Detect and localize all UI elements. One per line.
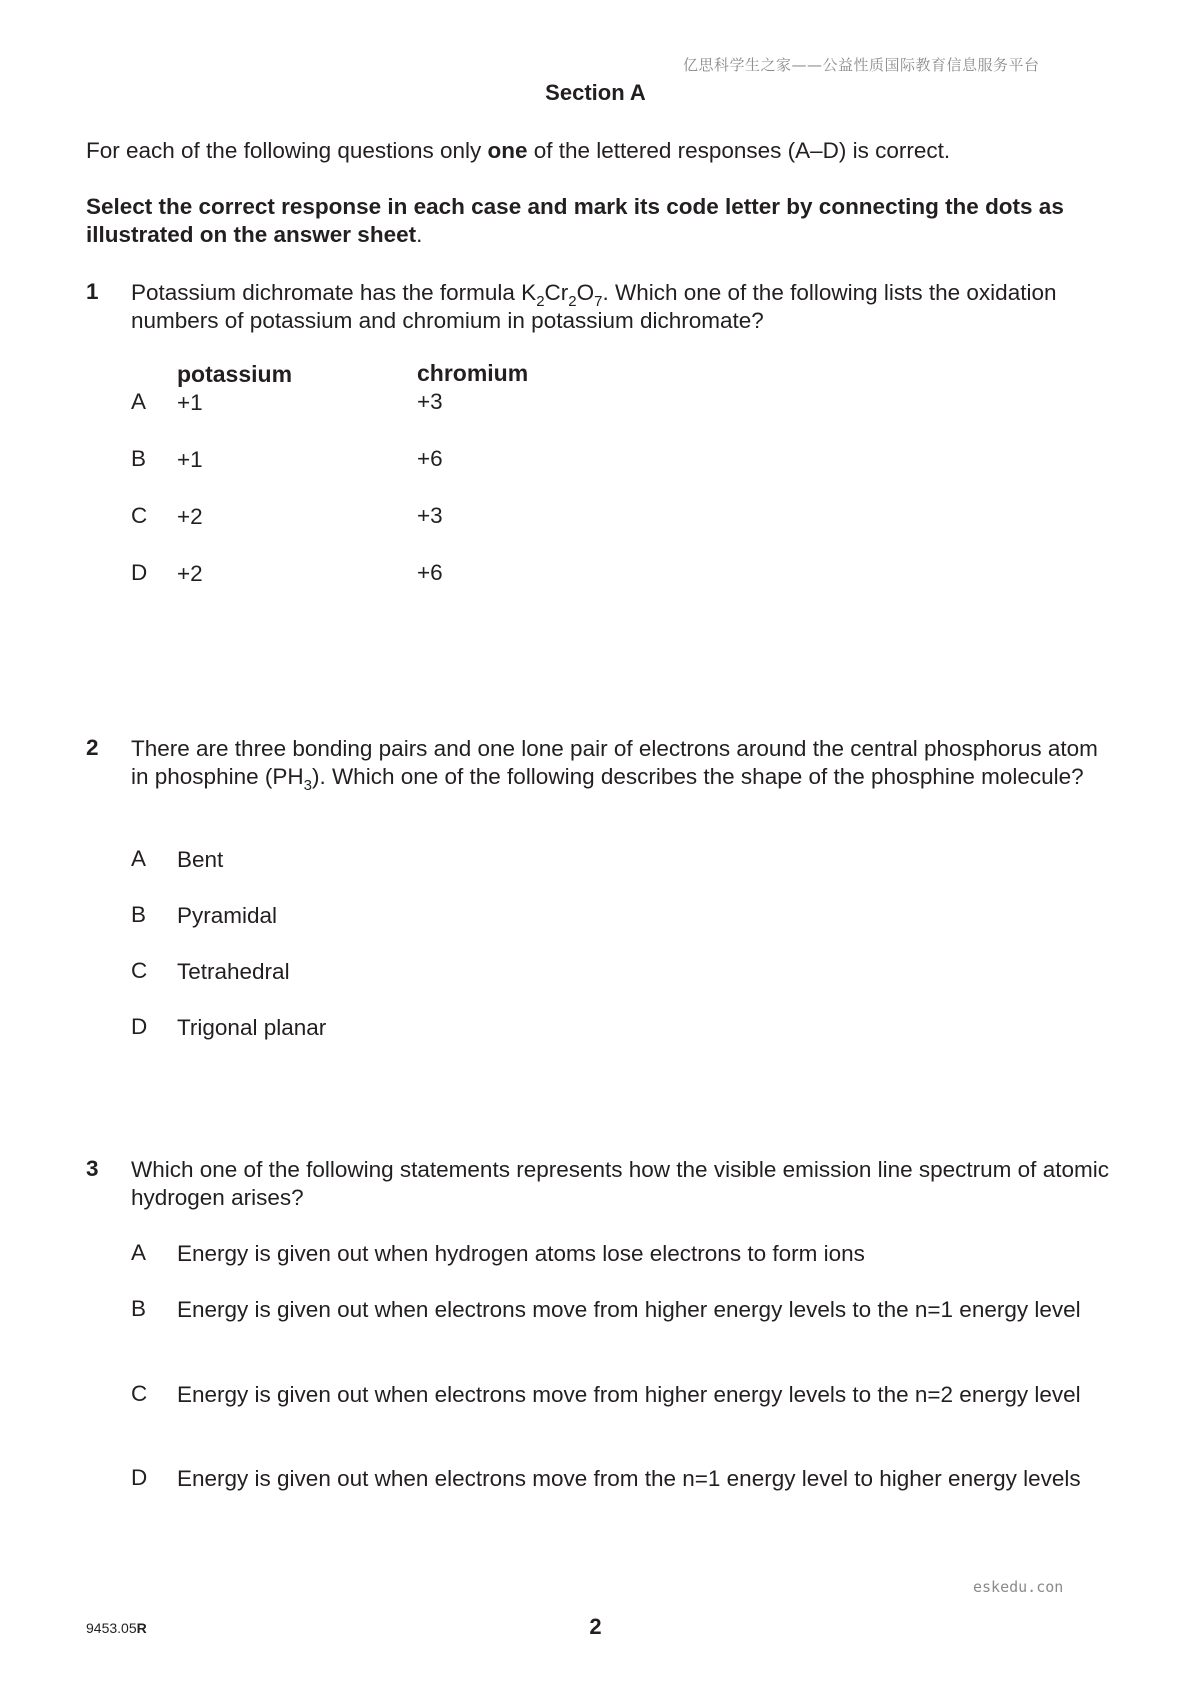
column-header-potassium: potassium xyxy=(177,361,293,387)
question-1-text: Potassium dichromate has the formula $K_2Cr_2O_7$. Which one of the following lists the oxidation numbers of potassium and chromium in potassium dichromate? xyxy=(131,280,1057,333)
option-letter: B xyxy=(131,446,147,471)
option-letter: D xyxy=(131,1465,148,1490)
option-letter: C xyxy=(131,958,148,983)
option-potassium-value: +1 xyxy=(177,447,203,472)
option-letter: B xyxy=(131,1296,147,1321)
option-chromium-value: +3 xyxy=(417,389,443,414)
column-header-chromium: chromium xyxy=(417,360,529,386)
instructions-line1: For each of the following questions only one of the lettered responses (A–D) is correct. xyxy=(86,138,951,163)
question-3-text: Which one of the following statements represents how the visible emission line spectrum of atomic hydrogen arises? xyxy=(131,1157,1109,1210)
option-text: Energy is given out when electrons move from the n=1 energy level to higher energy levels xyxy=(177,1466,1081,1491)
option-text: Trigonal planar xyxy=(177,1015,327,1040)
watermark-text: 亿思科学生之家——公益性质国际教育信息服务平台 xyxy=(683,56,1040,74)
site-watermark: eskedu.con xyxy=(973,1578,1064,1596)
question-3-number: 3 xyxy=(86,1156,99,1181)
option-text: Energy is given out when electrons move from higher energy levels to the n=2 energy level xyxy=(177,1382,1081,1407)
option-text: Energy is given out when hydrogen atoms lose electrons to form ions xyxy=(177,1241,865,1266)
option-chromium-value: +6 xyxy=(417,560,443,585)
option-letter: D xyxy=(131,1014,148,1039)
option-letter: A xyxy=(131,1240,147,1265)
option-letter: B xyxy=(131,902,147,927)
page-number: 2 xyxy=(589,1614,602,1639)
option-letter: D xyxy=(131,560,148,585)
section-title: Section A xyxy=(545,80,646,105)
option-text: Tetrahedral xyxy=(177,959,290,984)
option-chromium-value: +3 xyxy=(417,503,443,528)
option-text: Energy is given out when electrons move from higher energy levels to the n=1 energy level xyxy=(177,1297,1081,1322)
paper-code: 9453.05R xyxy=(86,1620,147,1636)
question-1-number: 1 xyxy=(86,279,99,304)
option-potassium-value: +2 xyxy=(177,504,203,529)
option-potassium-value: +1 xyxy=(177,390,203,415)
instructions-line2: Select the correct response in each case and mark its code letter by connecting the dots as illustrated on the answer sheet. xyxy=(86,194,1064,247)
question-2-text: There are three bonding pairs and one lone pair of electrons around the central phosphorus atom in phosphine $(PH_3)$. Which one of the following describes the shape of the phosphine molecule? xyxy=(131,736,1098,794)
option-letter: A xyxy=(131,389,147,414)
option-letter: C xyxy=(131,1381,148,1406)
option-chromium-value: +6 xyxy=(417,446,443,471)
question-2-number: 2 xyxy=(86,735,99,760)
option-text: Pyramidal xyxy=(177,903,278,928)
option-potassium-value: +2 xyxy=(177,561,203,586)
option-letter: A xyxy=(131,846,147,871)
option-letter: C xyxy=(131,503,148,528)
option-text: Bent xyxy=(177,847,224,872)
